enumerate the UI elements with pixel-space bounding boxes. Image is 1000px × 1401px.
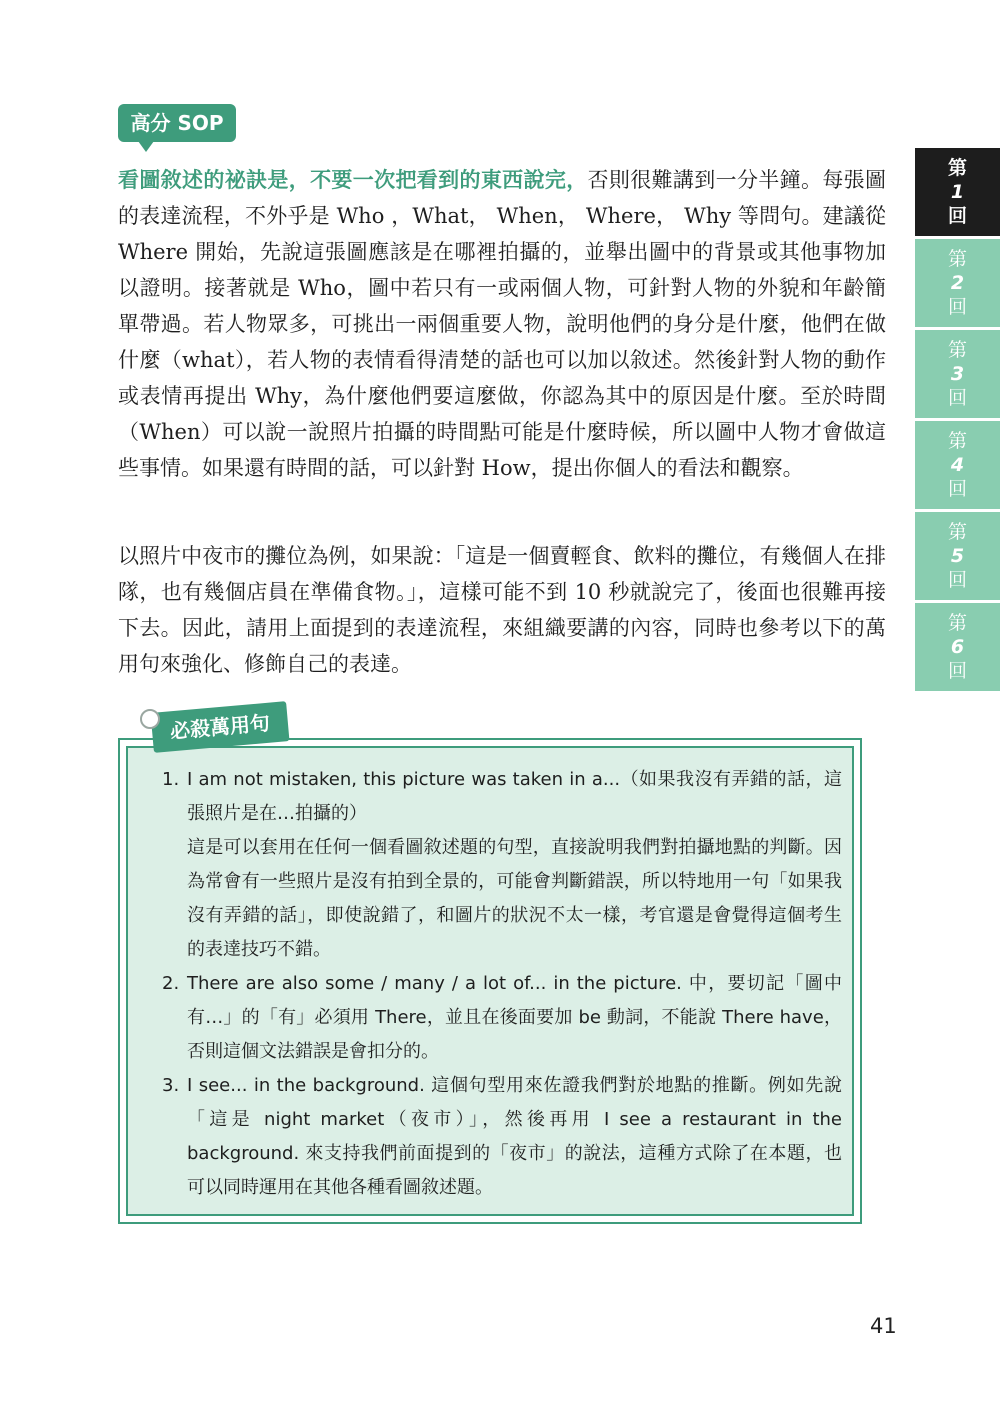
phrase-text: I see... in the background. 這個句型用來佐證我們對於地點的推斷。例如先說「這是 night market（夜市）」，然後再用 I see a restaurant in the background. 來支持我們前面提到的「夜市」的說法，這種方式除了在本題，也可以同時運用在其他各種看圖敘述題。 xyxy=(187,1075,842,1198)
phrase-text: I am not mistaken, this picture was taken in a...（如果我沒有弄錯的話，這張照片是在…拍攝的） xyxy=(187,769,842,824)
intro-paragraph xyxy=(118,162,886,486)
chapter-tab-1[interactable] xyxy=(915,148,1000,236)
tab-number: 6 xyxy=(950,636,965,658)
phrase-list xyxy=(162,763,842,1205)
tab-label-top: 第 xyxy=(947,248,967,270)
tab-label-top: 第 xyxy=(947,612,967,634)
phrase-text: There are also some / many / a lot of... in the picture. 中，要切記「圖中有…」的「有」必須用 There，並且在後面要加 be 動詞，不能說 There have，否則這個文法錯誤是會扣分的。 xyxy=(187,973,842,1062)
tab-number: 5 xyxy=(950,545,965,567)
phrase-explanation: 這是可以套用在任何一個看圖敘述題的句型，直接說明我們對拍攝地點的判斷。因為常會有一些照片是沒有拍到全景的，可能會判斷錯誤，所以特地用一句「如果我沒有弄錯的話」，即使說錯了，和圖片的狀況不太一樣，考官還是會覺得這個考生的表達技巧不錯。 xyxy=(187,837,842,960)
chapter-tab-4[interactable] xyxy=(915,421,1000,509)
phrase-tag-label: 必殺萬用句 xyxy=(151,701,290,753)
chapter-tab-2[interactable] xyxy=(915,239,1000,327)
tab-number: 2 xyxy=(950,272,965,294)
item-number: 1. xyxy=(162,769,180,790)
tab-label-bottom: 回 xyxy=(947,296,967,318)
tab-label-top: 第 xyxy=(947,339,967,361)
phrase-item-1 xyxy=(162,763,842,967)
phrase-tag xyxy=(136,701,306,753)
tab-number: 4 xyxy=(950,454,965,476)
example-paragraph: 以照片中夜市的攤位為例，如果說：「這是一個賣輕食、飲料的攤位，有幾個人在排隊，也有幾個店員在準備食物。」，這樣可能不到 10 秒就說完了，後面也很難再接下去。因此，請用上面提到的表達流程，來組織要講的內容，同時也參考以下的萬用句來強化、修飾自己的表達。 xyxy=(118,544,886,676)
tag-hole-icon xyxy=(140,709,160,729)
tab-label-bottom: 回 xyxy=(947,478,967,500)
tab-label-bottom: 回 xyxy=(947,387,967,409)
tab-label-top: 第 xyxy=(947,157,967,179)
chapter-tab-3[interactable] xyxy=(915,330,1000,418)
tab-label-bottom: 回 xyxy=(947,569,967,591)
phrase-item-3 xyxy=(162,1069,842,1205)
chapter-tab-5[interactable] xyxy=(915,512,1000,600)
key-tip-highlight: 看圖敘述的祕訣是，不要一次把看到的東西說完， xyxy=(118,168,588,192)
tab-label-bottom: 回 xyxy=(947,660,967,682)
item-number: 2. xyxy=(162,973,180,994)
chapter-tab-6[interactable] xyxy=(915,603,1000,691)
chapter-tabs xyxy=(915,148,1000,694)
page-number: 41 xyxy=(870,1314,897,1338)
tab-number: 1 xyxy=(950,181,965,203)
intro-paragraph-text: 否則很難講到一分半鐘。每張圖的表達流程，不外乎是 Who ，What， When， Where， Why 等問句。建議從 Where 開始，先說這張圖應該是在哪裡拍攝的，並舉出圖中的背景或其他事物加以證明。接著就是 Who，圖中若只有一或兩個人物，可針對人物的外貌和年齡簡單帶過。若人物眾多，可挑出一兩個重要人物，說明他們的身分是什麼，他們在做什麼（what），若人物的表情看得清楚的話也可以加以敘述。然後針對人物的動作或表情再提出 Why，為什麼他們要這麼做，你認為其中的原因是什麼。至於時間（When）可以說一說照片拍攝的時間點可能是什麼時候，所以圖中人物才會做這些事情。如果還有時間的話，可以針對 How，提出你個人的看法和觀察。 xyxy=(118,168,887,480)
tab-number: 3 xyxy=(950,363,965,385)
sop-badge: 高分 SOP xyxy=(118,104,236,142)
phrase-item-2 xyxy=(162,967,842,1069)
tab-label-bottom: 回 xyxy=(947,205,967,227)
tab-label-top: 第 xyxy=(947,430,967,452)
item-number: 3. xyxy=(162,1075,180,1096)
tab-label-top: 第 xyxy=(947,521,967,543)
